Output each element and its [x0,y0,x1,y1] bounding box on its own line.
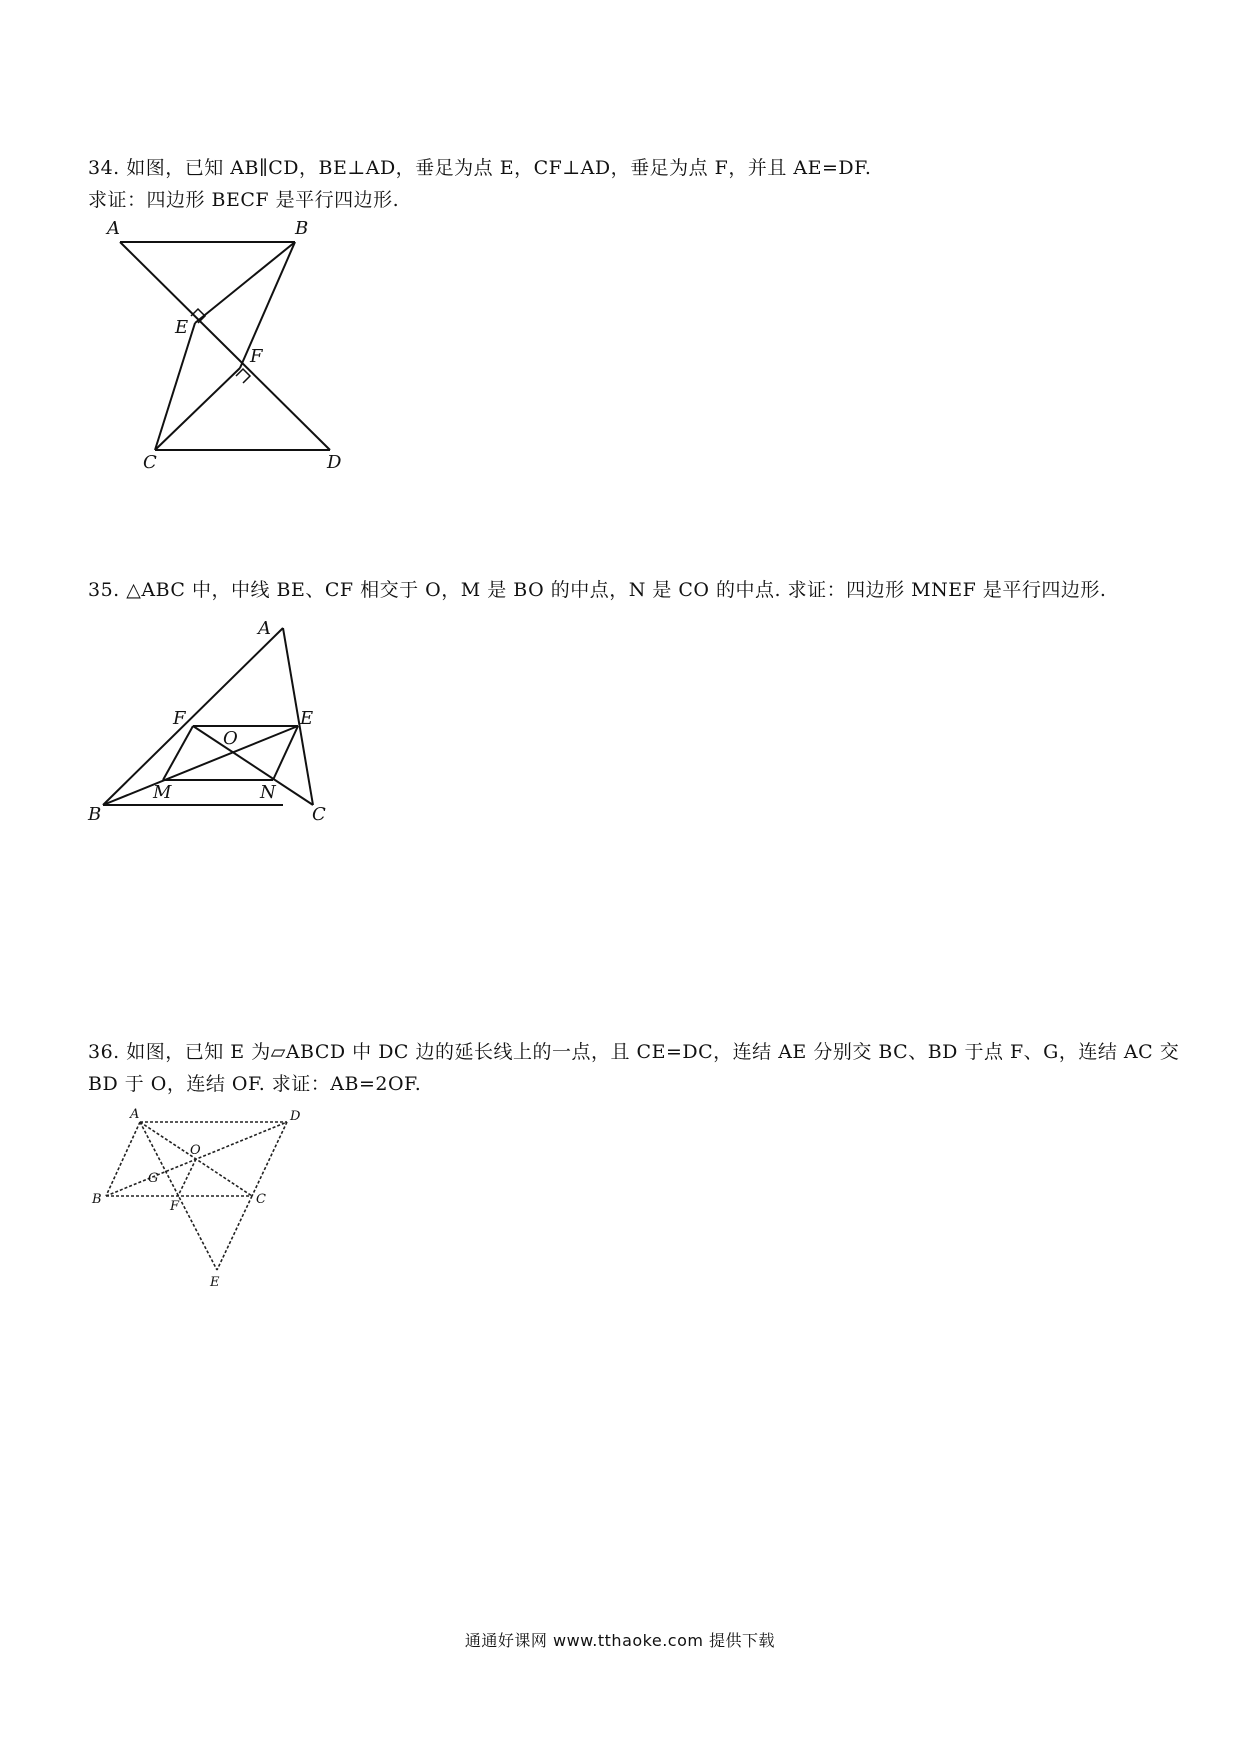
problem-35-figure [88,620,338,830]
label-B: B [88,804,102,825]
problem-36-line-1: 36. 如图，已知 E 为▱ABCD 中 DC 边的延长线上的一点，且 CE=DC，连结 AE 分别交 BC、BD 于点 F、G，连结 AC 交 [88,1041,1180,1063]
label-C: C [143,452,157,473]
label-A: A [258,618,271,639]
label-F: F [170,1199,180,1214]
label-A: A [107,218,120,239]
problem-36-figure [92,1108,332,1318]
problem-34-line-2: 求证：四边形 BECF 是平行四边形. [88,189,400,211]
problem-36-diagram [92,1108,332,1318]
segment-CE [217,1196,252,1270]
segment-BE [195,242,295,323]
label-F: F [250,346,263,367]
segment-BF [240,242,295,368]
segment-BA [103,628,283,805]
problem-36-text [88,1036,1179,1100]
label-M: M [153,782,172,803]
segment-BD [106,1122,287,1196]
footer-source: 通通好课网 www.tthaoke.com 提供下载 [464,1631,776,1650]
problem-35-line-1: 35. △ABC 中，中线 BE、CF 相交于 O，M 是 BO 的中点，N 是 CO 的中点. 求证：四边形 MNEF 是平行四边形. [88,579,1107,601]
segment-CF [193,726,313,805]
label-D: D [290,1109,301,1124]
segment-DC [252,1122,287,1196]
label-B: B [92,1192,102,1207]
label-E: E [210,1275,220,1290]
problem-34-figure [95,218,355,473]
label-O: O [190,1143,201,1158]
label-F: F [173,708,186,729]
label-C: C [312,804,326,825]
problem-35-diagram [88,620,338,830]
label-A: A [130,1107,140,1122]
problem-36-line-2: BD 于 O，连结 OF. 求证：AB=2OF. [88,1073,422,1095]
label-D: D [327,452,342,473]
segment-OF [178,1159,196,1196]
label-N: N [260,782,276,803]
problem-34-line-1: 34. 如图，已知 AB∥CD，BE⊥AD，垂足为点 E，CF⊥AD，垂足为点 F，并且 AE=DF. [88,157,872,179]
problem-35-text [88,574,1106,606]
segment-FM [163,726,193,780]
segment-AD [120,242,330,450]
label-B: B [295,218,309,239]
problem-34-diagram [95,218,355,473]
problem-34-text [88,152,871,216]
label-E: E [175,317,189,338]
label-C: C [256,1192,266,1207]
label-G: G [148,1171,159,1186]
label-O: O [223,728,238,749]
label-E: E [300,708,314,729]
